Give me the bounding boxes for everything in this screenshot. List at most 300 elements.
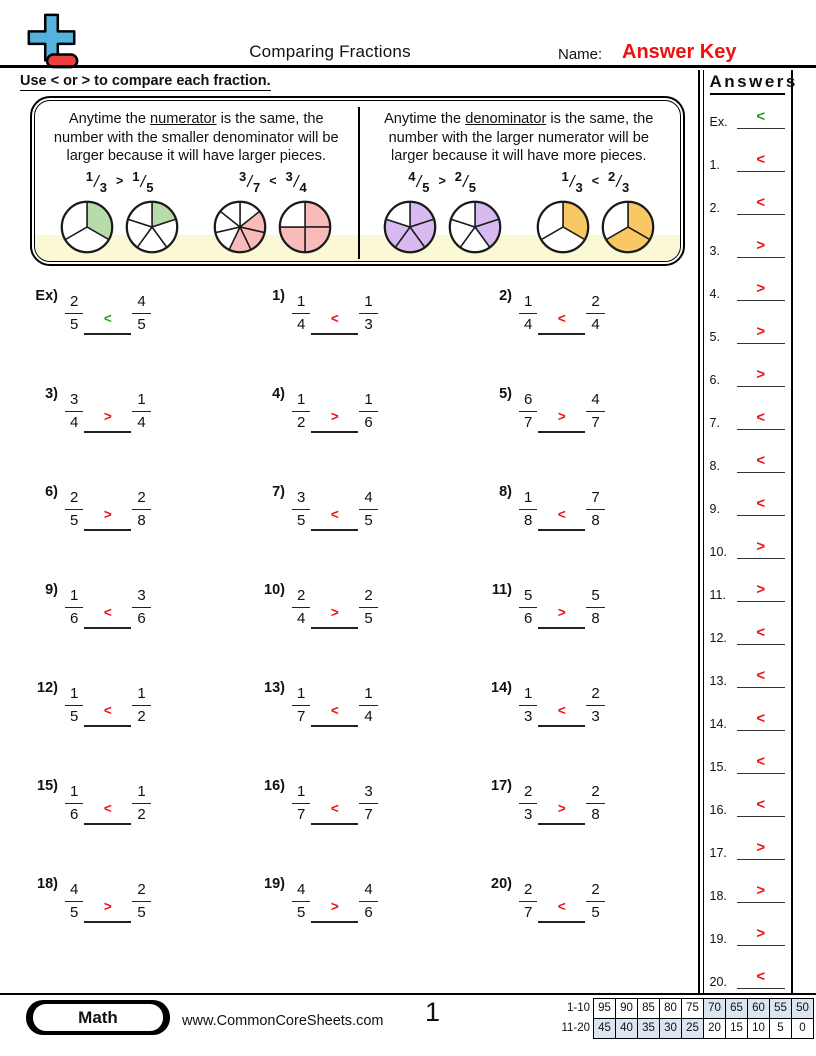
- stacked-fraction: [519, 586, 537, 628]
- score-cell: 0: [791, 1018, 814, 1039]
- problem-number: Ex): [35, 288, 58, 304]
- fraction-denominator: 4: [591, 315, 600, 333]
- fraction-numerator: 2: [586, 684, 604, 706]
- fraction-numerator: 3: [292, 488, 310, 510]
- answer-row: [710, 879, 786, 903]
- problem-number: 1): [272, 288, 285, 304]
- score-row: [552, 998, 814, 1019]
- score-range-label: 11-20: [561, 1022, 590, 1034]
- answer-blank-line: [737, 148, 786, 172]
- fraction-numerator: 3: [239, 168, 247, 184]
- fraction-numerator: 2: [519, 880, 537, 902]
- stacked-fraction: [519, 782, 537, 824]
- problem-item: [478, 778, 696, 824]
- fraction-pie-icon: [124, 199, 180, 255]
- comparison-operator: <: [269, 173, 277, 188]
- answer-symbol: >: [756, 839, 766, 856]
- problem-number: 7): [272, 484, 285, 500]
- answer-row: [710, 750, 786, 774]
- answer-number: 20.: [709, 975, 727, 989]
- problem-number: 13): [264, 680, 285, 696]
- fraction-denominator: 5: [70, 511, 79, 529]
- fraction-numerator: 1: [292, 390, 310, 412]
- score-cell: 60: [747, 998, 770, 1019]
- example-group: [382, 168, 503, 255]
- answers-panel-inner: [703, 70, 798, 993]
- fraction-numerator: 1: [132, 782, 150, 804]
- problem-item: [24, 680, 251, 726]
- fraction-pie-icon: [600, 199, 656, 255]
- fraction-denominator: 5: [468, 179, 476, 195]
- problem-item: [478, 288, 696, 334]
- problem-item: [24, 876, 251, 922]
- fraction-denominator: 6: [70, 609, 79, 627]
- fraction-numerator: 2: [292, 586, 310, 608]
- fraction-numerator: 1: [359, 390, 377, 412]
- problem-item: [24, 778, 251, 824]
- problem-number: 6): [45, 484, 58, 500]
- fraction-denominator: 5: [297, 903, 306, 921]
- fraction-denominator: 4: [364, 707, 373, 725]
- stacked-fraction: [292, 782, 310, 824]
- answer-number: 8.: [709, 459, 720, 473]
- stacked-fraction: [586, 488, 604, 530]
- answer-row: [710, 664, 786, 688]
- stacked-fraction: [132, 880, 150, 922]
- fraction-numerator: 1: [292, 292, 310, 314]
- fraction-denominator: 5: [137, 903, 146, 921]
- fraction-numerator: 1: [292, 782, 310, 804]
- answer-row: [710, 922, 786, 946]
- answers-panel: [698, 70, 798, 993]
- answer-blank-line: [737, 793, 786, 817]
- answer-symbol: >: [756, 538, 766, 555]
- problem-item: [251, 876, 478, 922]
- inline-fraction: [132, 168, 154, 195]
- problem-number: 14): [491, 680, 512, 696]
- answer-blank-line: [311, 889, 358, 923]
- fraction-denominator: 5: [70, 707, 79, 725]
- fraction-pie-icon: [447, 199, 503, 255]
- stacked-fraction: [519, 488, 537, 530]
- fraction-denominator: 7: [591, 413, 600, 431]
- fraction-denominator: 3: [364, 315, 373, 333]
- fraction-denominator: 7: [364, 805, 373, 823]
- fraction-numerator: 1: [359, 292, 377, 314]
- answer-symbol: <: [756, 624, 766, 641]
- pie-row: [535, 199, 656, 255]
- score-cell: 50: [791, 998, 814, 1019]
- stacked-fraction: [359, 782, 377, 824]
- problem-number: 4): [272, 386, 285, 402]
- score-row: [552, 1018, 814, 1039]
- fraction-denominator: 5: [364, 511, 373, 529]
- instruction-box-inner: [34, 100, 681, 262]
- answer-blank-line: [737, 879, 786, 903]
- fraction-denominator: 3: [591, 707, 600, 725]
- comparison-answer-symbol: >: [330, 899, 339, 914]
- answer-blank-line: [737, 578, 786, 602]
- problem-number: 18): [37, 876, 58, 892]
- answer-blank-line: [538, 497, 585, 531]
- stacked-fraction: [586, 782, 604, 824]
- text-segment: is the same, the number with the smaller denominator will be larger because it will have larger pieces.: [53, 111, 339, 165]
- stacked-fraction: [586, 880, 604, 922]
- problem-item: [24, 288, 251, 334]
- fraction-denominator: 3: [524, 707, 533, 725]
- problem-number: 10): [264, 582, 285, 598]
- fraction-denominator: 3: [524, 805, 533, 823]
- name-label: Name:: [558, 46, 603, 63]
- example-comparison: [408, 168, 476, 195]
- fraction-numerator: 3: [359, 782, 377, 804]
- stacked-fraction: [65, 390, 83, 432]
- score-cell: 20: [703, 1018, 726, 1039]
- stacked-fraction: [519, 292, 537, 334]
- fraction-denominator: 7: [524, 903, 533, 921]
- score-range-label: 1-10: [566, 1002, 590, 1014]
- answer-number: 7.: [709, 416, 720, 430]
- fraction-numerator: 2: [65, 488, 83, 510]
- fraction-numerator: 2: [608, 168, 616, 184]
- score-table: [552, 998, 814, 1039]
- website-url: www.CommonCoreSheets.com: [182, 1013, 384, 1029]
- page-title: Comparing Fractions: [249, 42, 411, 61]
- answer-key-text: Answer Key: [622, 41, 737, 63]
- score-cell: 65: [725, 998, 748, 1019]
- answer-symbol: <: [756, 409, 766, 426]
- answer-blank-line: [737, 922, 786, 946]
- fraction-numerator: 1: [519, 684, 537, 706]
- fraction-numerator: 3: [285, 168, 293, 184]
- answer-number: 15.: [709, 760, 727, 774]
- answer-symbol: >: [756, 581, 766, 598]
- score-cell: 85: [637, 998, 660, 1019]
- example-comparison: [561, 168, 630, 195]
- answer-blank-line: [737, 836, 786, 860]
- stacked-fraction: [132, 684, 150, 726]
- stacked-fraction: [586, 390, 604, 432]
- fraction-denominator: 6: [70, 805, 79, 823]
- fraction-denominator: 8: [591, 805, 600, 823]
- comparison-answer-symbol: <: [103, 605, 112, 620]
- answer-blank-line: [737, 492, 786, 516]
- stacked-fraction: [519, 390, 537, 432]
- answer-blank-line: [538, 693, 585, 727]
- score-cell: 70: [703, 998, 726, 1019]
- fraction-slash: /: [140, 171, 146, 191]
- fraction-denominator: 4: [137, 413, 146, 431]
- problem-number: 8): [499, 484, 512, 500]
- fraction-denominator: 6: [364, 903, 373, 921]
- problem-number: 20): [491, 876, 512, 892]
- fraction-slash: /: [569, 171, 575, 191]
- problem-item: [24, 582, 251, 628]
- answer-number: 18.: [709, 889, 727, 903]
- stacked-fraction: [359, 488, 377, 530]
- stacked-fraction: [359, 390, 377, 432]
- fraction-denominator: 7: [297, 707, 306, 725]
- answer-row: [710, 148, 786, 172]
- answer-symbol: <: [756, 194, 766, 211]
- answer-symbol: <: [756, 968, 766, 985]
- plus-minus-logo-icon: [20, 12, 84, 70]
- fraction-denominator: 6: [364, 413, 373, 431]
- answer-row: [710, 707, 786, 731]
- comparison-answer-symbol: >: [557, 801, 566, 816]
- comparison-answer-symbol: >: [330, 409, 339, 424]
- inline-fraction: [454, 168, 476, 195]
- fraction-slash: /: [94, 171, 99, 191]
- fraction-denominator: 8: [591, 511, 600, 529]
- instruction-box: [30, 96, 685, 266]
- score-cell: 5: [769, 1018, 792, 1039]
- fraction-denominator: 7: [297, 805, 306, 823]
- fraction-denominator: 2: [137, 805, 146, 823]
- stacked-fraction: [132, 292, 150, 334]
- instruction-text: [46, 110, 346, 166]
- stacked-fraction: [519, 880, 537, 922]
- comparison-answer-symbol: <: [103, 801, 112, 816]
- comparison-answer-symbol: >: [557, 409, 566, 424]
- answer-blank-line: [737, 750, 786, 774]
- fraction-denominator: 4: [524, 315, 533, 333]
- fraction-numerator: 1: [65, 684, 83, 706]
- comparison-answer-symbol: >: [103, 899, 112, 914]
- stacked-fraction: [292, 684, 310, 726]
- comparison-answer-symbol: <: [330, 311, 339, 326]
- underlined-term: denominator: [465, 111, 547, 127]
- answer-number: 13.: [709, 674, 727, 688]
- answer-symbol: <: [756, 753, 766, 770]
- problem-number: 12): [37, 680, 58, 696]
- comparison-answer-symbol: >: [557, 605, 566, 620]
- comparison-answer-symbol: >: [330, 605, 339, 620]
- fraction-numerator: 1: [132, 168, 140, 184]
- stacked-fraction: [65, 292, 83, 334]
- answer-blank-line: [311, 595, 358, 629]
- fraction-denominator: 4: [70, 413, 79, 431]
- problem-number: 16): [264, 778, 285, 794]
- comparison-answer-symbol: <: [330, 801, 339, 816]
- answer-blank-line: [84, 693, 131, 727]
- inline-fraction: [239, 168, 261, 195]
- stacked-fraction: [292, 488, 310, 530]
- fraction-pie-icon: [212, 199, 268, 255]
- problems-grid: [0, 269, 696, 974]
- answer-blank-line: [737, 965, 786, 989]
- answer-blank-line: [311, 301, 358, 335]
- fraction-denominator: 4: [299, 179, 307, 195]
- problem-item: [478, 582, 696, 628]
- answer-symbol: >: [756, 280, 766, 297]
- comparison-answer-symbol: >: [103, 507, 112, 522]
- stacked-fraction: [65, 586, 83, 628]
- problem-item: [478, 680, 696, 726]
- problem-item: [24, 484, 251, 530]
- fraction-denominator: 4: [297, 315, 306, 333]
- score-cell: 80: [659, 998, 682, 1019]
- problem-number: 19): [264, 876, 285, 892]
- stacked-fraction: [292, 880, 310, 922]
- comparison-answer-symbol: <: [557, 703, 566, 718]
- fraction-slash: /: [293, 171, 299, 191]
- stacked-fraction: [292, 586, 310, 628]
- fraction-numerator: 3: [132, 586, 150, 608]
- directions-text: Use < or > to compare each fraction.: [20, 73, 271, 89]
- answer-blank-line: [84, 301, 131, 335]
- problem-item: [478, 876, 696, 922]
- answer-row: [710, 191, 786, 215]
- answer-blank-line: [737, 621, 786, 645]
- answer-blank-line: [737, 277, 786, 301]
- fraction-numerator: 4: [359, 880, 377, 902]
- problem-item: [478, 484, 696, 530]
- fraction-numerator: 4: [359, 488, 377, 510]
- answer-number: 6.: [709, 373, 720, 387]
- fraction-denominator: 3: [99, 179, 107, 195]
- inline-fraction: [408, 168, 430, 195]
- stacked-fraction: [359, 880, 377, 922]
- answer-blank-line: [538, 399, 585, 433]
- comparison-answer-symbol: <: [330, 703, 339, 718]
- fraction-numerator: 1: [519, 488, 537, 510]
- comparison-answer-symbol: <: [330, 507, 339, 522]
- fraction-numerator: 1: [65, 586, 83, 608]
- stacked-fraction: [359, 684, 377, 726]
- answer-number: 2.: [709, 201, 720, 215]
- answer-row: [710, 277, 786, 301]
- fraction-numerator: 3: [65, 390, 83, 412]
- score-cell: 40: [615, 1018, 638, 1039]
- fraction-denominator: 5: [70, 315, 79, 333]
- example-groups: [43, 168, 350, 255]
- fraction-numerator: 4: [586, 390, 604, 412]
- comparison-answer-symbol: <: [557, 507, 566, 522]
- score-cell: 75: [681, 998, 704, 1019]
- stacked-fraction: [292, 390, 310, 432]
- answer-symbol: <: [756, 495, 766, 512]
- answer-blank-line: [84, 889, 131, 923]
- comparison-answer-symbol: <: [103, 311, 112, 326]
- fraction-pie-icon: [535, 199, 591, 255]
- fraction-numerator: 1: [519, 292, 537, 314]
- fraction-slash: /: [616, 171, 621, 191]
- subject-badge-label: Math: [33, 1004, 163, 1031]
- answer-symbol: >: [756, 366, 766, 383]
- answer-number: 3.: [709, 244, 720, 258]
- underlined-term: numerator: [150, 111, 217, 127]
- answer-blank-line: [737, 234, 786, 258]
- answer-symbol: <: [756, 710, 766, 727]
- answer-number: 9.: [709, 502, 720, 516]
- fraction-slash: /: [247, 171, 252, 191]
- problem-number: 11): [491, 582, 512, 598]
- answer-blank-line: [737, 105, 786, 129]
- answer-row: [710, 793, 786, 817]
- answer-row: [710, 535, 786, 559]
- stacked-fraction: [132, 488, 150, 530]
- answer-row: [710, 320, 786, 344]
- answer-blank-line: [311, 399, 358, 433]
- fraction-denominator: 5: [137, 315, 146, 333]
- fraction-numerator: 1: [561, 168, 569, 184]
- fraction-denominator: 2: [137, 707, 146, 725]
- fraction-denominator: 6: [524, 609, 533, 627]
- answer-blank-line: [84, 791, 131, 825]
- fraction-numerator: 1: [359, 684, 377, 706]
- comparison-answer-symbol: <: [103, 703, 112, 718]
- answer-symbol: >: [756, 925, 766, 942]
- fraction-numerator: 4: [65, 880, 83, 902]
- fraction-numerator: 4: [132, 292, 150, 314]
- stacked-fraction: [519, 684, 537, 726]
- problem-item: [251, 778, 478, 824]
- fraction-numerator: 1: [292, 684, 310, 706]
- inline-fraction: [608, 168, 630, 195]
- score-cell: 95: [593, 998, 616, 1019]
- answer-blank-line: [84, 497, 131, 531]
- fraction-slash: /: [416, 171, 422, 191]
- stacked-fraction: [292, 292, 310, 334]
- score-cell: 45: [593, 1018, 616, 1039]
- answer-blank-line: [737, 320, 786, 344]
- answer-blank-line: [311, 693, 358, 727]
- fraction-denominator: 6: [137, 609, 146, 627]
- answer-symbol: <: [756, 667, 766, 684]
- stacked-fraction: [586, 586, 604, 628]
- answer-number: 11.: [709, 588, 726, 602]
- answer-row: [710, 234, 786, 258]
- fraction-numerator: 1: [132, 684, 150, 706]
- fraction-numerator: 2: [65, 292, 83, 314]
- footer: [0, 993, 816, 1056]
- problem-number: 3): [45, 386, 58, 402]
- stacked-fraction: [586, 684, 604, 726]
- answer-blank-line: [311, 497, 358, 531]
- fraction-numerator: 2: [586, 880, 604, 902]
- fraction-denominator: 5: [146, 179, 154, 195]
- stacked-fraction: [359, 586, 377, 628]
- inline-fraction: [285, 168, 307, 195]
- answer-row: [710, 578, 786, 602]
- answer-number: 1.: [709, 158, 720, 172]
- fraction-denominator: 5: [70, 903, 79, 921]
- answer-blank-line: [737, 535, 786, 559]
- problem-item: [251, 386, 478, 432]
- answer-symbol: >: [756, 882, 766, 899]
- example-group: [212, 168, 333, 255]
- inline-fraction: [561, 168, 583, 195]
- score-cell: 35: [637, 1018, 660, 1039]
- answer-symbol: <: [756, 108, 766, 125]
- answer-number: 12.: [709, 631, 727, 645]
- text-segment: Anytime the: [384, 111, 466, 127]
- comparison-operator: >: [438, 173, 446, 188]
- answer-row: [710, 105, 786, 129]
- fraction-numerator: 2: [586, 292, 604, 314]
- fraction-denominator: 5: [297, 511, 306, 529]
- fraction-numerator: 5: [519, 586, 537, 608]
- answer-blank-line: [737, 707, 786, 731]
- fraction-denominator: 7: [524, 413, 533, 431]
- text-segment: is the same, the number with the larger numerator will be larger because it will have more pieces.: [388, 111, 654, 165]
- answer-symbol: <: [756, 796, 766, 813]
- fraction-pie-icon: [277, 199, 333, 255]
- example-comparison: [239, 168, 307, 195]
- text-segment: Anytime the: [68, 111, 151, 127]
- answer-row: [710, 836, 786, 860]
